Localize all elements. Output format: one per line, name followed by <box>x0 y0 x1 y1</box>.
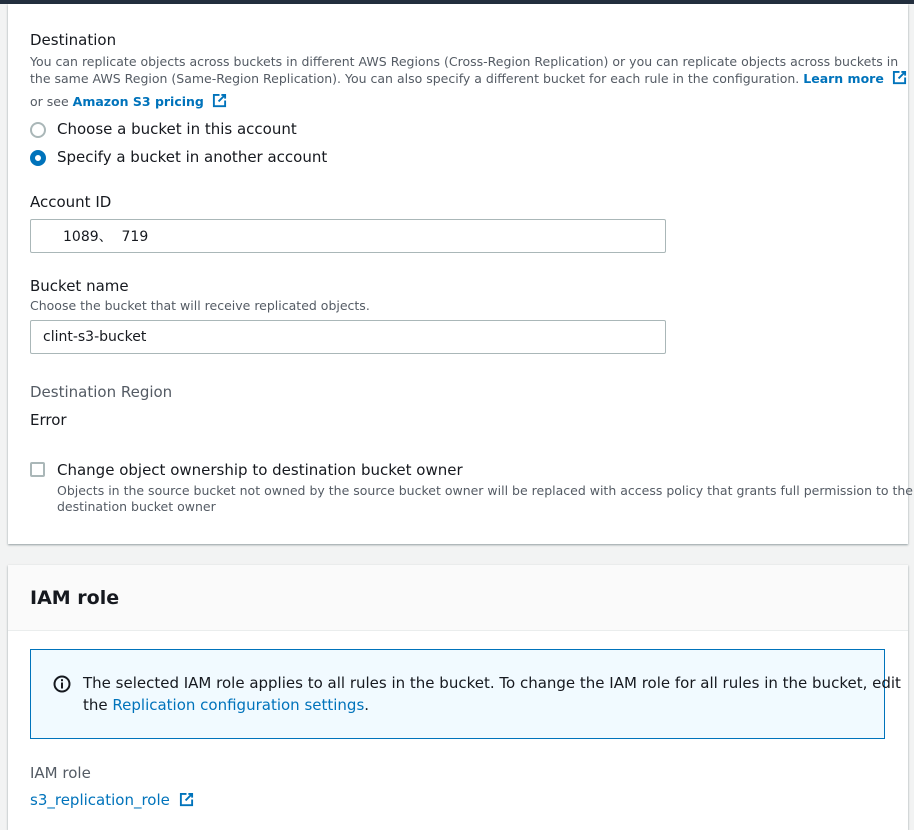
external-link-icon[interactable] <box>179 792 194 807</box>
iam-role-title: IAM role <box>30 587 120 609</box>
iam-role-panel <box>8 565 908 830</box>
destination-region-value: Error <box>30 411 67 429</box>
bucket-name-description: Choose the bucket that will receive replicated objects. <box>30 298 370 313</box>
ownership-description-line1: Objects in the source bucket not owned by the source bucket owner will be replaced with access policy that grants full permission to the <box>57 483 913 498</box>
replication-configuration-settings-link[interactable]: Replication configuration settings <box>112 696 365 714</box>
ownership-description-line2: destination bucket owner <box>57 499 216 514</box>
alert-the-text: the <box>83 696 108 714</box>
learn-more-link[interactable]: Learn more <box>803 71 884 86</box>
amazon-s3-pricing-link[interactable]: Amazon S3 pricing <box>72 94 204 109</box>
info-icon <box>53 675 71 693</box>
iam-role-label: IAM role <box>30 764 91 782</box>
account-id-label: Account ID <box>30 193 112 211</box>
pricing-line <box>30 92 227 111</box>
s3-replication-role-link[interactable]: s3_replication_role <box>30 791 170 809</box>
alert-period: . <box>364 696 370 714</box>
iam-info-alert <box>30 649 901 739</box>
iam-role-value <box>30 791 194 809</box>
destination-description-text: the same AWS Region (Same-Region Replication). You can also specify a different bucket for each rule in the configuration. <box>30 71 800 86</box>
external-link-icon[interactable] <box>892 70 907 85</box>
bucket-name-label: Bucket name <box>30 277 129 295</box>
iam-role-header <box>8 565 908 631</box>
alert-line1: The selected IAM role applies to all rules in the bucket. To change the IAM role for all rules in the bucket, edit <box>83 674 901 692</box>
or-see-text: or see <box>30 94 69 109</box>
radio-choose-bucket-this-account[interactable] <box>30 122 46 138</box>
destination-description-line1: You can replicate objects across buckets in different AWS Regions (Cross-Region Replication) or you can replicate objects across buckets in <box>30 54 899 69</box>
radio-specify-bucket-another-account[interactable] <box>30 150 46 166</box>
external-link-icon[interactable] <box>212 93 227 108</box>
change-ownership-label[interactable]: Change object ownership to destination bucket owner <box>57 461 463 479</box>
bucket-name-input[interactable] <box>30 320 666 354</box>
change-ownership-checkbox[interactable] <box>30 462 45 477</box>
account-id-input[interactable] <box>30 219 666 253</box>
destination-region-label: Destination Region <box>30 383 173 401</box>
alert-line2 <box>83 694 369 716</box>
radio-label-this-account[interactable]: Choose a bucket in this account <box>57 120 297 138</box>
radio-label-another-account[interactable]: Specify a bucket in another account <box>57 148 328 166</box>
destination-description-line2 <box>30 69 907 88</box>
destination-panel <box>8 4 913 544</box>
destination-title: Destination <box>30 31 117 49</box>
